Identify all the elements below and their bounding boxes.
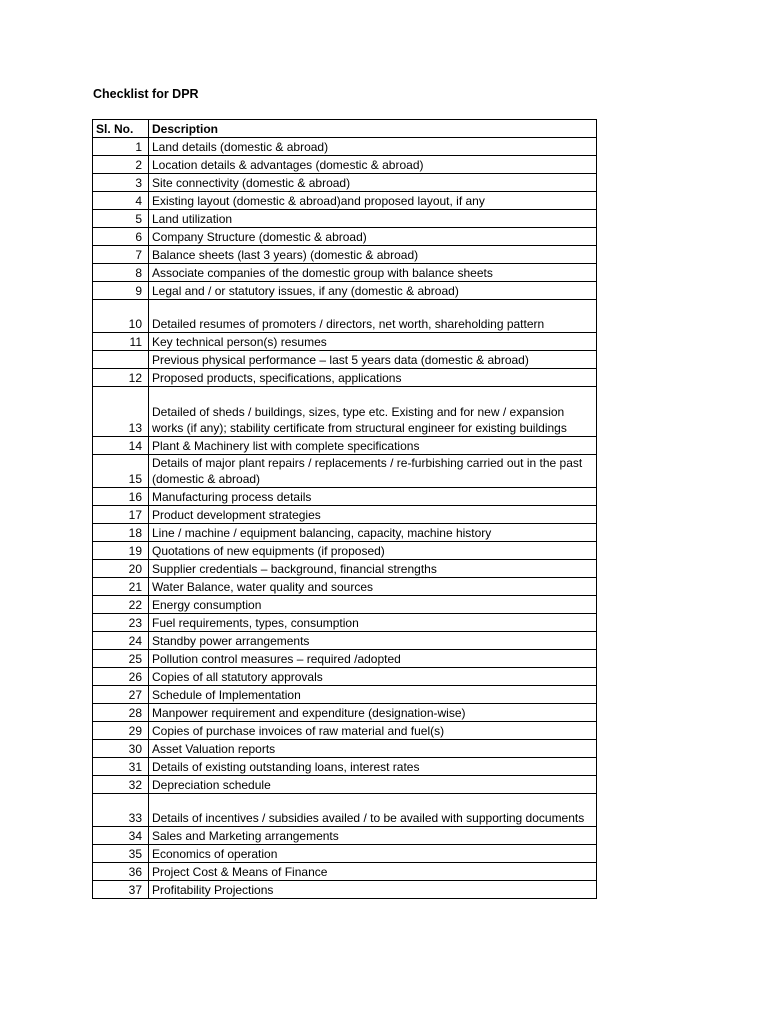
row-number: 5 [93,210,149,228]
row-description: Site connectivity (domestic & abroad) [149,174,597,192]
row-number: 32 [93,776,149,794]
row-number: 35 [93,845,149,863]
column-header-description: Description [149,120,597,138]
row-description: Land utilization [149,210,597,228]
table-header-row [93,120,597,138]
table-row [93,228,597,246]
row-number: 28 [93,704,149,722]
table-row [93,506,597,524]
row-number: 6 [93,228,149,246]
table-row [93,174,597,192]
row-description: Manufacturing process details [149,488,597,506]
row-number: 4 [93,192,149,210]
table-row [93,776,597,794]
row-number: 20 [93,560,149,578]
row-description: Key technical person(s) resumes [149,333,597,351]
row-number: 1 [93,138,149,156]
table-row [93,758,597,776]
row-description: Land details (domestic & abroad) [149,138,597,156]
column-header-sl-no: Sl. No. [93,120,149,138]
row-description: Manpower requirement and expenditure (designation-wise) [149,704,597,722]
row-description: Existing layout (domestic & abroad)and proposed layout, if any [149,192,597,210]
table-row [93,596,597,614]
row-number: 21 [93,578,149,596]
row-description: Details of incentives / subsidies availed / to be availed with supporting documents [149,794,597,827]
table-row [93,650,597,668]
row-description: Profitability Projections [149,881,597,899]
row-description: Economics of operation [149,845,597,863]
table-row [93,387,597,437]
row-description: Standby power arrangements [149,632,597,650]
table-row [93,632,597,650]
row-description: Proposed products, specifications, applications [149,369,597,387]
row-number: 30 [93,740,149,758]
table-row [93,614,597,632]
table-row [93,542,597,560]
table-row [93,560,597,578]
row-description: Water Balance, water quality and sources [149,578,597,596]
row-description: Associate companies of the domestic group with balance sheets [149,264,597,282]
table-row [93,578,597,596]
row-number: 36 [93,863,149,881]
row-description: Copies of all statutory approvals [149,668,597,686]
row-number: 9 [93,282,149,300]
table-row [93,524,597,542]
checklist-table [92,119,597,899]
row-number: 27 [93,686,149,704]
row-number: 19 [93,542,149,560]
table-row [93,488,597,506]
row-number [93,351,149,369]
row-description: Copies of purchase invoices of raw material and fuel(s) [149,722,597,740]
table-row [93,881,597,899]
table-row [93,192,597,210]
row-description: Detailed resumes of promoters / directors, net worth, shareholding pattern [149,300,597,333]
row-number: 11 [93,333,149,351]
row-description: Project Cost & Means of Finance [149,863,597,881]
table-row [93,455,597,488]
row-description: Details of existing outstanding loans, interest rates [149,758,597,776]
row-number: 31 [93,758,149,776]
row-description: Supplier credentials – background, financial strengths [149,560,597,578]
row-number: 8 [93,264,149,282]
row-description: Sales and Marketing arrangements [149,827,597,845]
row-number: 7 [93,246,149,264]
row-number: 29 [93,722,149,740]
table-row [93,300,597,333]
row-number: 15 [93,455,149,488]
row-description: Quotations of new equipments (if proposed) [149,542,597,560]
row-description: Pollution control measures – required /adopted [149,650,597,668]
row-description: Company Structure (domestic & abroad) [149,228,597,246]
table-row [93,351,597,369]
table-row [93,722,597,740]
table-row [93,827,597,845]
table-row [93,437,597,455]
row-description: Plant & Machinery list with complete specifications [149,437,597,455]
table-row [93,863,597,881]
row-number: 18 [93,524,149,542]
table-row [93,156,597,174]
row-number: 23 [93,614,149,632]
row-number: 33 [93,794,149,827]
row-number: 13 [93,387,149,437]
table-row [93,794,597,827]
row-number: 17 [93,506,149,524]
table-row [93,246,597,264]
table-row [93,333,597,351]
table-row [93,264,597,282]
row-description: Energy consumption [149,596,597,614]
row-description: Line / machine / equipment balancing, capacity, machine history [149,524,597,542]
row-number: 3 [93,174,149,192]
row-number: 10 [93,300,149,333]
row-description: Detailed of sheds / buildings, sizes, type etc. Existing and for new / expansion works (if any); stability certificate from structural engineer for existing buildings [149,387,597,437]
row-number: 37 [93,881,149,899]
row-number: 14 [93,437,149,455]
table-body [93,138,597,899]
table-row [93,704,597,722]
row-number: 34 [93,827,149,845]
table-row [93,282,597,300]
table-row [93,210,597,228]
table-row [93,138,597,156]
table-row [93,369,597,387]
row-description: Product development strategies [149,506,597,524]
row-number: 26 [93,668,149,686]
row-number: 22 [93,596,149,614]
row-description: Schedule of Implementation [149,686,597,704]
row-description: Location details & advantages (domestic & abroad) [149,156,597,174]
row-description: Previous physical performance – last 5 years data (domestic & abroad) [149,351,597,369]
row-number: 25 [93,650,149,668]
row-description: Balance sheets (last 3 years) (domestic & abroad) [149,246,597,264]
table-row [93,845,597,863]
row-number: 24 [93,632,149,650]
page-title: Checklist for DPR [93,87,199,101]
table-row [93,686,597,704]
row-description: Details of major plant repairs / replacements / re-furbishing carried out in the past (domestic & abroad) [149,455,597,488]
table-row [93,740,597,758]
row-description: Fuel requirements, types, consumption [149,614,597,632]
row-description: Depreciation schedule [149,776,597,794]
row-description: Legal and / or statutory issues, if any (domestic & abroad) [149,282,597,300]
row-number: 16 [93,488,149,506]
table-row [93,668,597,686]
row-description: Asset Valuation reports [149,740,597,758]
row-number: 12 [93,369,149,387]
row-number: 2 [93,156,149,174]
